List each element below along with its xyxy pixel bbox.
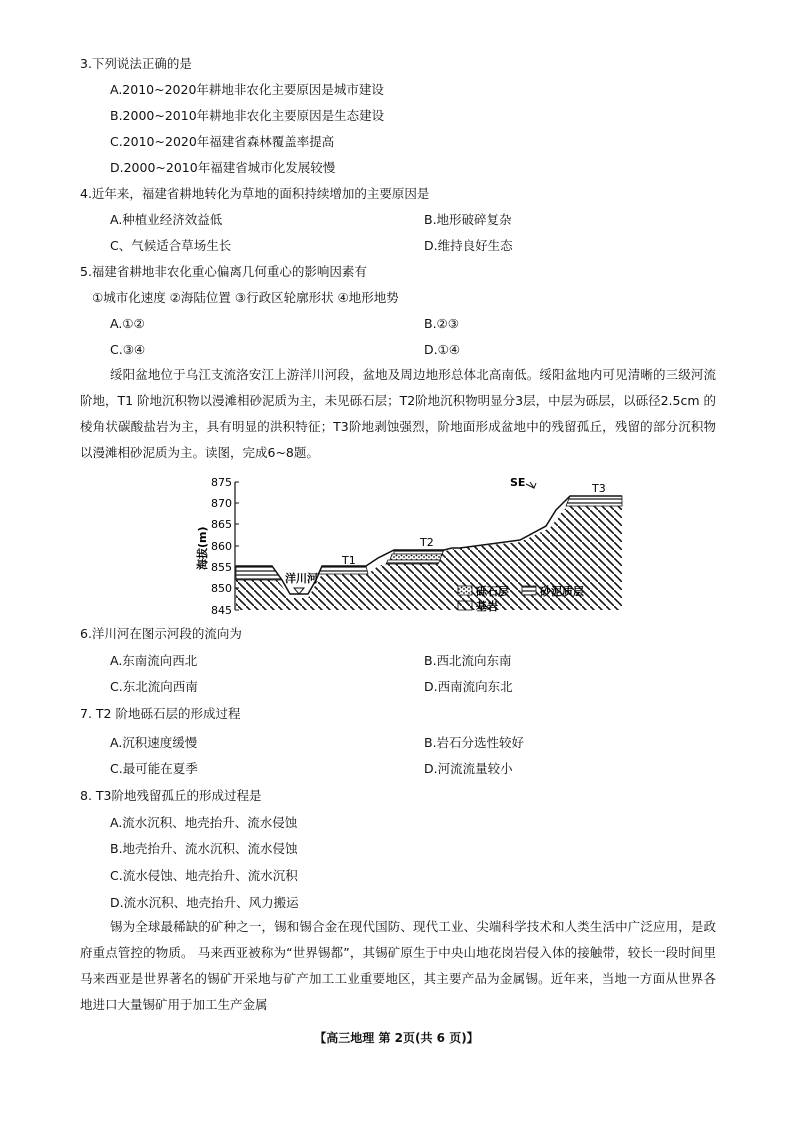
q4-option-a: A.种植业经济效益低 [110,212,223,227]
q5-option-c: C.③④ [110,342,146,357]
q7-option-c: C.最可能在夏季 [110,761,198,776]
y-tick-label: 845 [211,604,232,617]
q6-option-d: D.西南流向东北 [424,679,513,694]
y-tick-label: 875 [211,476,232,489]
terrace-t3-label: T3 [592,482,606,495]
terrace-t1-label: T1 [342,554,356,567]
y-tick-label: 870 [211,497,232,510]
legend-bedrock-label: 基岩 [476,600,498,613]
y-tick-label: 860 [211,540,232,553]
q7-stem: 7. T2 阶地砾石层的形成过程 [80,706,241,721]
legend-sandmud-label: 砂泥质层 [540,585,584,598]
q8-option-a: A.流水沉积、地壳抬升、流水侵蚀 [110,815,298,830]
t1-sediment [318,566,368,574]
q4-option-b: B.地形破碎复杂 [424,212,512,227]
legend-gravel-label: 砾石层 [476,585,509,598]
q8-option-c: C.流水侵蚀、地壳抬升、流水沉积 [110,868,298,883]
q8-option-b: B.地壳抬升、流水沉积、流水侵蚀 [110,841,298,856]
q8-option-d: D.流水沉积、地壳抬升、风力搬运 [110,895,299,910]
q5-stem: 5.福建省耕地非农化重心偏离几何重心的影响因素有 [80,264,367,279]
q6-stem: 6.洋川河在图示河段的流向为 [80,626,242,641]
y-tick-label: 865 [211,518,232,531]
q7-option-a: A.沉积速度缓慢 [110,735,198,750]
legend-gravel-swatch [458,586,472,595]
direction-label: SE [510,476,526,489]
q3-stem: 3.下列说法正确的是 [80,56,192,71]
q6-option-c: C.东北流向西南 [110,679,198,694]
t3-sediment [566,496,622,506]
q5-option-a: A.①② [110,316,145,331]
q6-option-a: A.东南流向西北 [110,653,198,668]
terrace-t2-label: T2 [420,536,434,549]
t2-lower-layer [386,560,440,564]
q4-stem: 4.近年来，福建省耕地转化为草地的面积持续增加的主要原因是 [80,186,430,201]
q5-items: ①城市化速度 ②海陆位置 ③行政区轮廓形状 ④地形地势 [92,290,399,305]
q4-option-c: C、气候适合草场生长 [110,238,232,253]
y-tick-label: 850 [211,582,232,595]
y-tick-label: 855 [211,561,232,574]
terrace-profile-figure [190,470,630,620]
direction-arrow-icon [526,482,536,488]
legend-sandmud-swatch [522,586,536,595]
q3-option-b: B.2000~2010年耕地非农化主要原因是生态建设 [110,108,385,123]
q5-option-d: D.①④ [424,342,461,357]
q7-option-d: D.河流流量较小 [424,761,513,776]
y-axis-label: 海拔(m) [196,526,209,570]
left-floodplain-sediment [236,566,282,580]
passage-tin: 锡为全球最稀缺的矿种之一，锡和锡合金在现代国防、现代工业、尖端科学技术和人类生活中广泛应用，是政府重点管控的物质。 马来西亚被称为“世界锡都”，其锡矿原生于中央山地花岗岩侵入体的接触带，较长一段时间里马来西亚是世界著名的锡矿开采地与矿产加工工业重要地区，其主要产品为金属锡。近年来，当地一方面从世界各地进口大量锡矿用于加工生产金属 [80,919,716,1012]
q3-option-d: D.2000~2010年福建省城市化发展较慢 [110,160,336,175]
water-level-icon [294,588,304,594]
t2-gravel-layer [390,554,442,560]
q4-option-d: D.维持良好生态 [424,238,513,253]
q7-option-b: B.岩石分选性较好 [424,735,525,750]
q3-option-c: C.2010~2020年福建省森林覆盖率提高 [110,134,335,149]
passage-terraces: 绥阳盆地位于乌江支流洛安江上游洋川河段，盆地及周边地形总体北高南低。绥阳盆地内可见清晰的三级河流阶地，T1 阶地沉积物以漫滩相砂泥质为主，未见砾石层；T2阶地沉积物明显分3层，中层为砾层，以砾径2.5cm 的棱角状碳酸盐岩为主，具有明显的洪积特征；T3阶地剥蚀强烈，阶地面形成盆地中的残留孤丘，残留的部分沉积物以漫滩相砂泥质为主。读图，完成6~8题。 [80,367,717,460]
q6-option-b: B.西北流向东南 [424,653,512,668]
legend-bedrock-swatch [458,601,472,610]
page-footer: 【高三地理 第 2页(共 6 页)】 [314,1031,479,1045]
q8-stem: 8. T3阶地残留孤丘的形成过程是 [80,788,262,803]
river-label: 洋川河 [285,572,318,585]
q5-option-b: B.②③ [424,316,459,331]
q3-option-a: A.2010~2020年耕地非农化主要原因是城市建设 [110,82,384,97]
